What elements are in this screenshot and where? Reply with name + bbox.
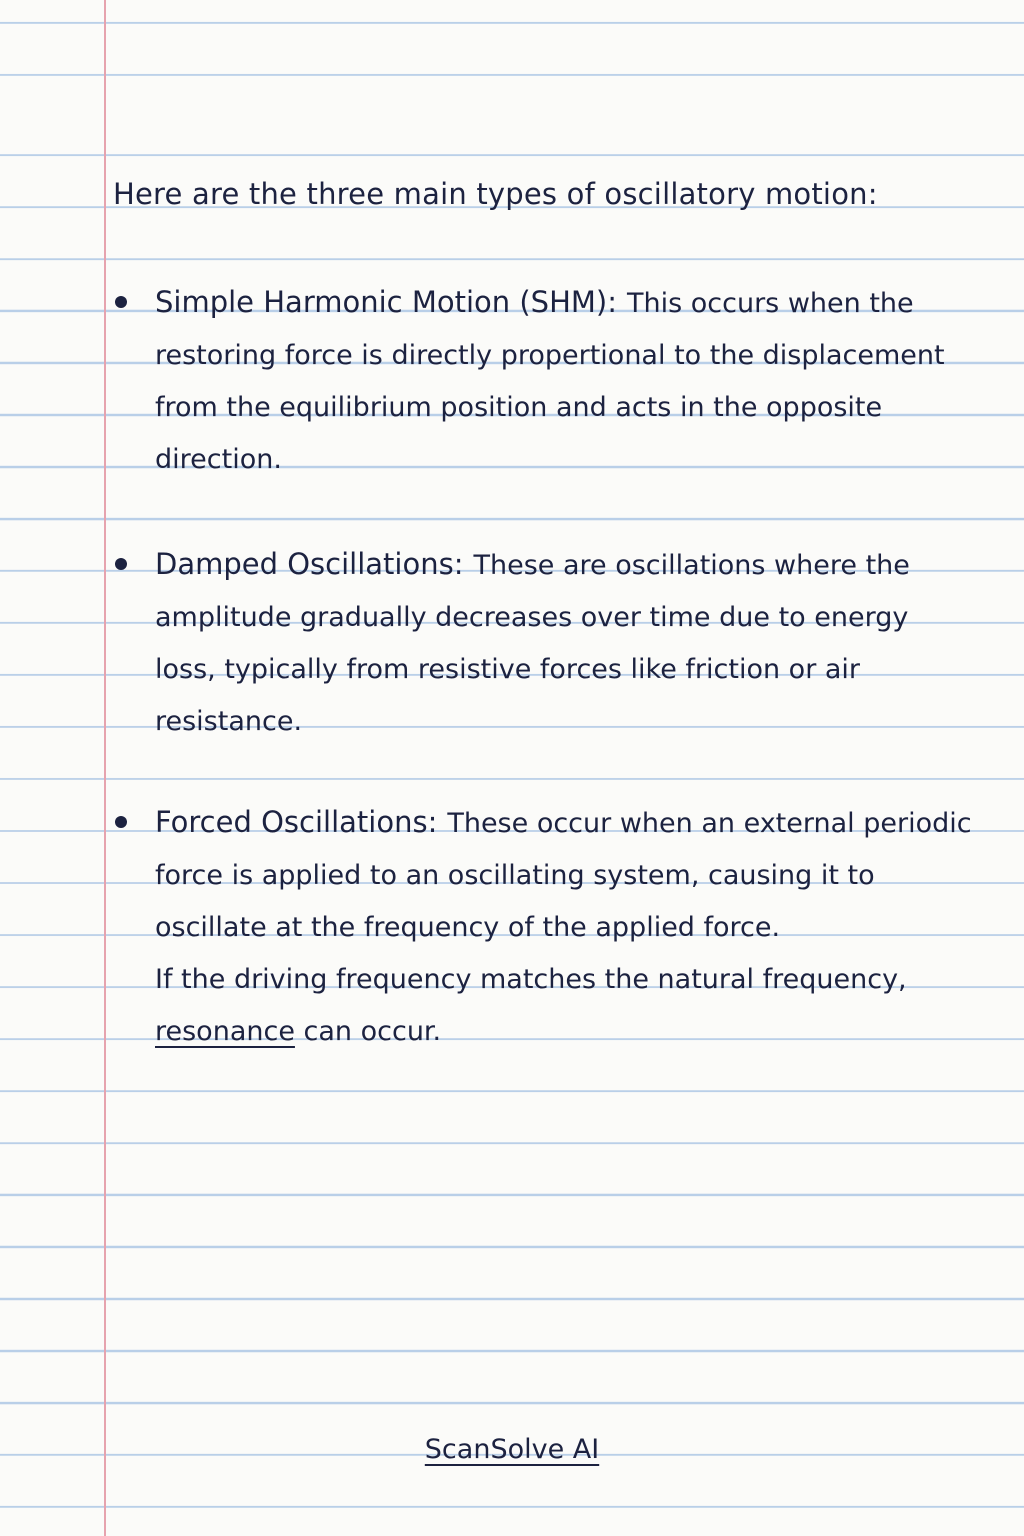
bullet-dot-icon xyxy=(115,558,127,570)
bullet-line: force is applied to an oscillating system, causing it to xyxy=(155,860,875,891)
bullet-term: Simple Harmonic Motion (SHM): xyxy=(155,285,617,319)
bullet-line: restoring force is directly propertional to the displacement xyxy=(155,340,945,371)
bullet-line: oscillate at the frequency of the applied force. xyxy=(155,912,781,943)
bullet-item-forced xyxy=(115,796,972,1058)
intro-heading: Here are the three main types of oscillatory motion: xyxy=(113,177,878,211)
bullet-line xyxy=(115,1006,915,1058)
bullet-line: from the equilibrium position and acts in the opposite xyxy=(155,392,883,423)
bullet-item-damped xyxy=(115,538,915,748)
bullet-item-shm xyxy=(115,276,945,486)
bullet-text: These are oscillations where the xyxy=(473,550,910,581)
bullet-line: loss, typically from resistive forces like friction or air xyxy=(155,654,861,685)
bullet-line: resistance. xyxy=(155,706,303,737)
bullet-dot-icon xyxy=(115,816,127,828)
bullet-line xyxy=(115,276,915,330)
bullet-text: These occur when an external periodic xyxy=(447,808,972,839)
bullet-text: This occurs when the xyxy=(627,288,914,319)
bullet-dot-icon xyxy=(115,296,127,308)
footer-brand xyxy=(0,1428,1024,1472)
bullet-line: amplitude gradually decreases over time due to energy xyxy=(155,602,909,633)
resonance-term: resonance xyxy=(155,1016,295,1047)
bullet-line: If the driving frequency matches the natural frequency, xyxy=(155,964,907,995)
bullet-text: can occur. xyxy=(294,1016,442,1047)
bullet-line xyxy=(115,796,972,850)
brand-label: ScanSolve AI xyxy=(424,1434,600,1465)
bullet-term: Damped Oscillations: xyxy=(155,547,464,581)
margin-line xyxy=(104,0,106,1536)
bullet-line: direction. xyxy=(155,444,282,475)
bullet-term: Forced Oscillations: xyxy=(155,805,438,839)
bullet-line xyxy=(115,538,915,592)
